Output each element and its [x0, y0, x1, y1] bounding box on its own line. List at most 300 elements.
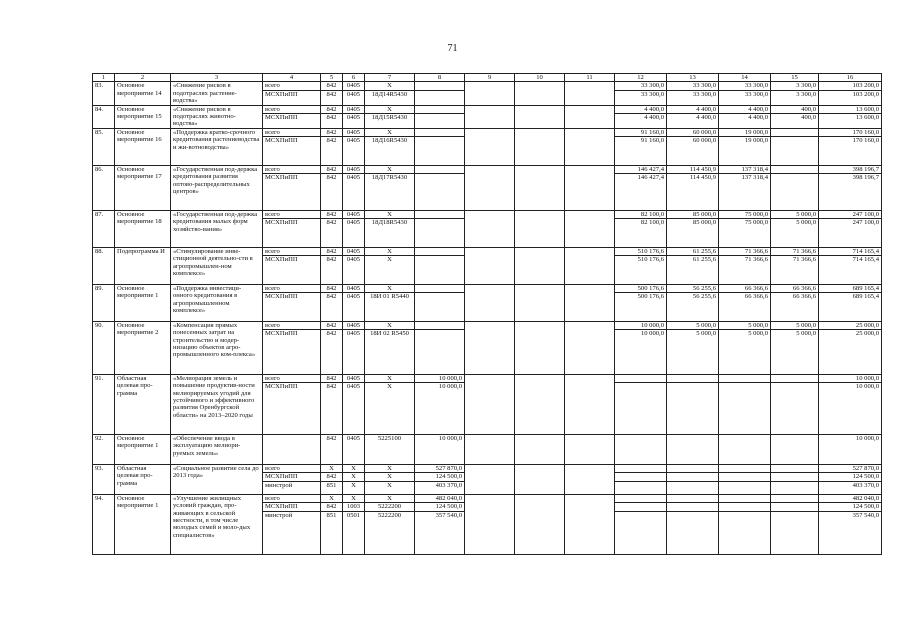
cell-line: X: [387, 383, 392, 391]
cell-line: [771, 137, 818, 144]
amount-cell: [615, 128, 667, 165]
row-type-cell: Основное мероприятие 1: [115, 284, 171, 321]
cell-line: МСХПиПП: [263, 503, 320, 511]
amount-cell: [819, 165, 882, 210]
row-number-cell: 93.: [93, 464, 115, 494]
cell-line: X: [343, 473, 364, 481]
code-cell: [365, 247, 415, 284]
cell-line: 91 160,0: [615, 129, 666, 137]
cell-line: 137 318,4: [741, 174, 768, 182]
cell-line: 170 160,0: [819, 129, 881, 137]
empty-cell: [515, 105, 565, 128]
cell-line: МСХПиПП: [265, 330, 298, 338]
cell-line: 510 176,6: [615, 248, 666, 256]
cell-line: [771, 174, 818, 181]
cell-line: 842: [321, 322, 342, 330]
cell-line: 3 300,0: [771, 82, 818, 90]
amount-cell: [819, 82, 882, 105]
cell-line: 357 540,0: [852, 511, 879, 519]
amount-cell: [819, 284, 882, 321]
column-header: 8: [415, 74, 465, 82]
table-row: [93, 247, 882, 284]
row-number-cell: 94.: [93, 494, 115, 554]
amount-cell: [615, 284, 667, 321]
row-name-cell: «Снижение рисков в подотраслях растение-водства»: [171, 82, 263, 105]
row-name-cell: «Государственная под-держка кредитования развития оптово-распределительных центров»: [171, 165, 263, 210]
code-cell: [321, 494, 343, 554]
cell-line: 5 000,0: [696, 330, 716, 338]
cell-line: [719, 465, 770, 473]
cell-line: X: [365, 322, 414, 330]
amount-cell: [415, 128, 465, 165]
cell-line: [667, 435, 718, 442]
amount-cell: [771, 494, 819, 554]
cell-line: 19 000,0: [744, 137, 768, 145]
cell-line: минстрой: [265, 511, 293, 519]
cell-line: [771, 435, 818, 442]
cell-line: 71 366,6: [771, 248, 818, 256]
cell-line: 82 100,0: [640, 219, 664, 227]
amount-cell: [719, 210, 771, 247]
amount-cell: [667, 210, 719, 247]
row-type-cell: Основное мероприятие 2: [115, 321, 171, 374]
cell-line: 0405: [343, 285, 364, 293]
cell-line: 66 366,6: [792, 293, 816, 301]
row-number-cell: 83.: [93, 82, 115, 105]
cell-line: 5 000,0: [796, 330, 816, 338]
cell-line: [667, 383, 718, 390]
cell-line: 400,0: [801, 114, 816, 122]
cell-line: 56 255,6: [667, 285, 718, 293]
cell-line: 124 500,0: [819, 503, 881, 511]
cell-line: 0405: [343, 106, 364, 114]
cell-line: 61 255,6: [667, 248, 718, 256]
code-cell: [365, 82, 415, 105]
cell-line: 19 000,0: [719, 129, 770, 137]
row-number-cell: 88.: [93, 247, 115, 284]
cell-line: 114 450,9: [689, 174, 716, 182]
cell-line: 146 427,4: [637, 174, 664, 182]
empty-cell: [465, 210, 515, 247]
code-cell: [343, 321, 365, 374]
cell-line: 0405: [346, 174, 361, 182]
cell-line: всего: [263, 285, 320, 293]
cell-line: МСХПиПП: [265, 383, 298, 391]
amount-cell: [819, 105, 882, 128]
code-cell: [343, 284, 365, 321]
cell-line: X: [365, 82, 414, 90]
executor-cell: [263, 321, 321, 374]
cell-line: 5222200: [377, 511, 402, 519]
amount-cell: [771, 210, 819, 247]
empty-cell: [515, 434, 565, 464]
row-number-cell: 86.: [93, 165, 115, 210]
cell-line: 75 000,0: [744, 219, 768, 227]
cell-line: [615, 512, 666, 519]
table-row: [93, 105, 882, 128]
cell-line: 842: [321, 473, 342, 481]
cell-line: X: [365, 465, 414, 473]
amount-cell: [667, 128, 719, 165]
cell-line: [263, 435, 320, 442]
cell-line: 91 160,0: [640, 137, 664, 145]
table-row: [93, 321, 882, 374]
row-name-cell: «Улучшение жилищных условий граждан, про-живающих в сельской местности, в том числе молодых семей и моло-дых специалистов»: [171, 494, 263, 554]
cell-line: 25 000,0: [819, 322, 881, 330]
cell-line: 4 400,0: [615, 106, 666, 114]
cell-line: 842: [326, 114, 337, 122]
code-cell: [343, 464, 365, 494]
amount-cell: [667, 374, 719, 434]
amount-cell: [615, 165, 667, 210]
cell-line: [719, 495, 770, 503]
code-cell: [321, 247, 343, 284]
amount-cell: [719, 464, 771, 494]
column-header: 2: [115, 74, 171, 82]
cell-line: 0405: [346, 330, 361, 338]
code-cell: [343, 210, 365, 247]
amount-cell: [819, 321, 882, 374]
code-cell: [343, 374, 365, 434]
amount-cell: [615, 321, 667, 374]
amount-cell: [719, 494, 771, 554]
cell-line: 842: [326, 137, 337, 145]
cell-line: X: [365, 106, 414, 114]
amount-cell: [415, 284, 465, 321]
table-row: [93, 374, 882, 434]
row-name-cell: «Государственная под-держка кредитования малых форм хозяйство-вания»: [171, 210, 263, 247]
row-number-cell: 91.: [93, 374, 115, 434]
cell-line: МСХПиПП: [265, 174, 298, 182]
cell-line: 10 000,0: [415, 375, 464, 383]
column-header: 15: [771, 74, 819, 82]
row-type-cell: Подпрограмма И: [115, 247, 171, 284]
cell-line: МСХПиПП: [265, 114, 298, 122]
cell-line: 33 300,0: [667, 82, 718, 90]
cell-line: 13 600,0: [819, 106, 881, 114]
cell-line: всего: [263, 129, 320, 137]
row-type-cell: Областная целевая про-грамма: [115, 374, 171, 434]
amount-cell: [667, 494, 719, 554]
code-cell: [365, 210, 415, 247]
code-cell: [321, 165, 343, 210]
cell-line: 71 366,6: [719, 248, 770, 256]
cell-line: 10 000,0: [819, 375, 881, 383]
cell-line: 510 176,6: [637, 256, 664, 264]
table-row: [93, 210, 882, 247]
cell-line: 689 165,4: [819, 285, 881, 293]
executor-cell: [263, 284, 321, 321]
empty-cell: [465, 128, 515, 165]
cell-line: 5 000,0: [748, 330, 768, 338]
cell-line: 18И 01 R5440: [370, 293, 409, 301]
empty-cell: [465, 434, 515, 464]
cell-line: 842: [326, 219, 337, 227]
cell-line: 66 366,6: [719, 285, 770, 293]
cell-line: 10 000,0: [438, 434, 462, 442]
row-type-cell: Основное мероприятие 15: [115, 105, 171, 128]
cell-line: 0405: [343, 129, 364, 137]
cell-line: [615, 375, 666, 383]
cell-line: 85 000,0: [692, 219, 716, 227]
cell-line: [415, 322, 464, 330]
code-cell: [365, 128, 415, 165]
amount-cell: [415, 464, 465, 494]
header-row: [93, 74, 882, 82]
cell-line: 842: [326, 383, 337, 391]
row-type-cell: Основное мероприятие 1: [115, 434, 171, 464]
cell-line: [415, 129, 464, 137]
cell-line: [415, 137, 464, 144]
row-type-cell: Основное мероприятие 16: [115, 128, 171, 165]
cell-line: 842: [321, 211, 342, 219]
cell-line: 75 000,0: [719, 211, 770, 219]
column-header: 3: [171, 74, 263, 82]
code-cell: [321, 105, 343, 128]
cell-line: 18Д17R5430: [371, 174, 408, 182]
cell-line: 482 040,0: [819, 495, 881, 503]
amount-cell: [771, 165, 819, 210]
code-cell: [343, 494, 365, 554]
cell-line: 0405: [346, 114, 361, 122]
cell-line: МСХПиПП: [265, 137, 298, 145]
cell-line: [415, 293, 464, 300]
cell-line: 103 200,0: [819, 82, 881, 90]
cell-line: X: [343, 465, 364, 473]
amount-cell: [771, 321, 819, 374]
amount-cell: [615, 105, 667, 128]
amount-cell: [819, 128, 882, 165]
amount-cell: [667, 321, 719, 374]
cell-line: всего: [263, 465, 320, 473]
code-cell: [321, 374, 343, 434]
cell-line: [415, 106, 464, 114]
executor-cell: [263, 82, 321, 105]
code-cell: [365, 284, 415, 321]
cell-line: X: [387, 481, 392, 489]
amount-cell: [615, 464, 667, 494]
empty-cell: [515, 374, 565, 434]
cell-line: 5 000,0: [796, 219, 816, 227]
column-header: 11: [565, 74, 615, 82]
empty-cell: [565, 105, 615, 128]
cell-line: [667, 503, 718, 511]
cell-line: [667, 473, 718, 481]
row-name-cell: «Социальное развитие села до 2013 года»: [171, 464, 263, 494]
code-cell: [365, 494, 415, 554]
row-name-cell: «Мелиорация земель и повышение продуктив-ности мелиорируемых угодий для устойчивого и эффективного развития Оренбургской области» на 2013–2020 годы: [171, 374, 263, 434]
cell-line: МСХПиПП: [263, 473, 320, 481]
cell-line: [719, 473, 770, 481]
amount-cell: [667, 82, 719, 105]
cell-line: 66 366,6: [744, 293, 768, 301]
amount-cell: [615, 82, 667, 105]
cell-line: 18Д18R5430: [371, 219, 408, 227]
cell-line: 357 540,0: [435, 511, 462, 519]
cell-line: [771, 383, 818, 390]
cell-line: 10 000,0: [615, 322, 666, 330]
cell-line: 5222200: [365, 503, 414, 511]
amount-cell: [719, 128, 771, 165]
amount-cell: [415, 82, 465, 105]
row-number-cell: 89.: [93, 284, 115, 321]
cell-line: 0405: [343, 211, 364, 219]
empty-cell: [465, 374, 515, 434]
cell-line: [615, 473, 666, 481]
cell-line: всего: [263, 495, 320, 503]
empty-cell: [515, 165, 565, 210]
cell-line: [615, 495, 666, 503]
cell-line: [771, 473, 818, 481]
row-number-cell: 90.: [93, 321, 115, 374]
cell-line: 842: [321, 106, 342, 114]
cell-line: [771, 465, 818, 473]
cell-line: 851: [326, 481, 337, 489]
cell-line: 33 300,0: [692, 90, 716, 98]
cell-line: X: [321, 495, 342, 503]
empty-cell: [515, 82, 565, 105]
amount-cell: [667, 247, 719, 284]
row-number-cell: 84.: [93, 105, 115, 128]
amount-cell: [667, 434, 719, 464]
cell-line: 400,0: [771, 106, 818, 114]
empty-cell: [465, 105, 515, 128]
amount-cell: [415, 434, 465, 464]
amount-cell: [719, 374, 771, 434]
code-cell: [321, 284, 343, 321]
cell-line: 0405: [343, 82, 364, 90]
cell-line: 842: [321, 285, 342, 293]
amount-cell: [667, 284, 719, 321]
table-row: [93, 165, 882, 210]
cell-line: 170 160,0: [852, 137, 879, 145]
empty-cell: [465, 82, 515, 105]
table-row: [93, 128, 882, 165]
column-header: 12: [615, 74, 667, 82]
cell-line: X: [365, 375, 414, 383]
cell-line: 60 000,0: [667, 129, 718, 137]
cell-line: 842: [326, 330, 337, 338]
cell-line: минстрой: [265, 481, 293, 489]
empty-cell: [515, 284, 565, 321]
amount-cell: [771, 128, 819, 165]
cell-line: [771, 129, 818, 137]
row-type-cell: Основное мероприятие 1: [115, 494, 171, 554]
cell-line: 500 176,6: [637, 293, 664, 301]
row-number-cell: 85.: [93, 128, 115, 165]
row-type-cell: Основное мероприятие 18: [115, 210, 171, 247]
amount-cell: [771, 105, 819, 128]
row-type-cell: Основное мероприятие 17: [115, 165, 171, 210]
cell-line: 842: [321, 82, 342, 90]
cell-line: 5 000,0: [667, 322, 718, 330]
cell-line: X: [351, 481, 356, 489]
amount-cell: [615, 434, 667, 464]
empty-cell: [565, 321, 615, 374]
cell-line: [719, 503, 770, 511]
empty-cell: [515, 247, 565, 284]
cell-line: [719, 375, 770, 383]
cell-line: 5 000,0: [771, 211, 818, 219]
empty-cell: [565, 82, 615, 105]
column-header: 13: [667, 74, 719, 82]
cell-line: 842: [321, 166, 342, 174]
row-name-cell: «Стимулирование инве-стиционной деятельно-сти в агропромышлен-ном комплексе»: [171, 247, 263, 284]
cell-line: X: [365, 211, 414, 219]
amount-cell: [819, 374, 882, 434]
executor-cell: [263, 494, 321, 554]
amount-cell: [719, 247, 771, 284]
cell-line: 124 500,0: [415, 503, 464, 511]
column-header: 14: [719, 74, 771, 82]
cell-line: 33 300,0: [744, 90, 768, 98]
cell-line: 527 870,0: [819, 465, 881, 473]
cell-line: всего: [263, 375, 320, 383]
amount-cell: [415, 105, 465, 128]
cell-line: всего: [263, 248, 320, 256]
amount-cell: [819, 464, 882, 494]
empty-cell: [565, 247, 615, 284]
cell-line: МСХПиПП: [265, 90, 298, 98]
column-header: 7: [365, 74, 415, 82]
empty-cell: [465, 494, 515, 554]
cell-line: 10 000,0: [855, 383, 879, 391]
amount-cell: [771, 247, 819, 284]
table-row: [93, 494, 882, 554]
cell-line: всего: [263, 106, 320, 114]
amount-cell: [771, 284, 819, 321]
code-cell: [321, 434, 343, 464]
empty-cell: [515, 210, 565, 247]
amount-cell: [719, 82, 771, 105]
row-number-cell: 92.: [93, 434, 115, 464]
cell-line: [719, 383, 770, 390]
cell-line: 10 000,0: [640, 330, 664, 338]
cell-line: 18Д16R5430: [371, 137, 408, 145]
cell-line: 103 200,0: [852, 90, 879, 98]
code-cell: [321, 321, 343, 374]
code-cell: [365, 434, 415, 464]
cell-line: [415, 219, 464, 226]
cell-line: 689 165,4: [852, 293, 879, 301]
row-name-cell: «Снижение рисков в подотраслях животно-водства»: [171, 105, 263, 128]
cell-line: МСХПиПП: [265, 219, 298, 227]
amount-cell: [819, 434, 882, 464]
cell-line: [667, 482, 718, 489]
cell-line: 5 000,0: [719, 322, 770, 330]
amount-cell: [615, 494, 667, 554]
cell-line: 842: [321, 375, 342, 383]
cell-line: 714 165,4: [852, 256, 879, 264]
column-header: 6: [343, 74, 365, 82]
cell-line: X: [365, 248, 414, 256]
cell-line: [667, 465, 718, 473]
code-cell: [321, 464, 343, 494]
cell-line: 124 500,0: [819, 473, 881, 481]
row-type-cell: Основное мероприятие 14: [115, 82, 171, 105]
cell-line: [415, 166, 464, 174]
row-name-cell: «Обеспечение ввода в эксплуатацию мелиори-руемых земель»: [171, 434, 263, 464]
cell-line: 500 176,6: [615, 285, 666, 293]
code-cell: [321, 128, 343, 165]
cell-line: 842: [321, 129, 342, 137]
executor-cell: [263, 247, 321, 284]
code-cell: [343, 82, 365, 105]
column-header: 16: [819, 74, 882, 82]
row-number-cell: 87.: [93, 210, 115, 247]
cell-line: 0405: [346, 90, 361, 98]
amount-cell: [415, 321, 465, 374]
